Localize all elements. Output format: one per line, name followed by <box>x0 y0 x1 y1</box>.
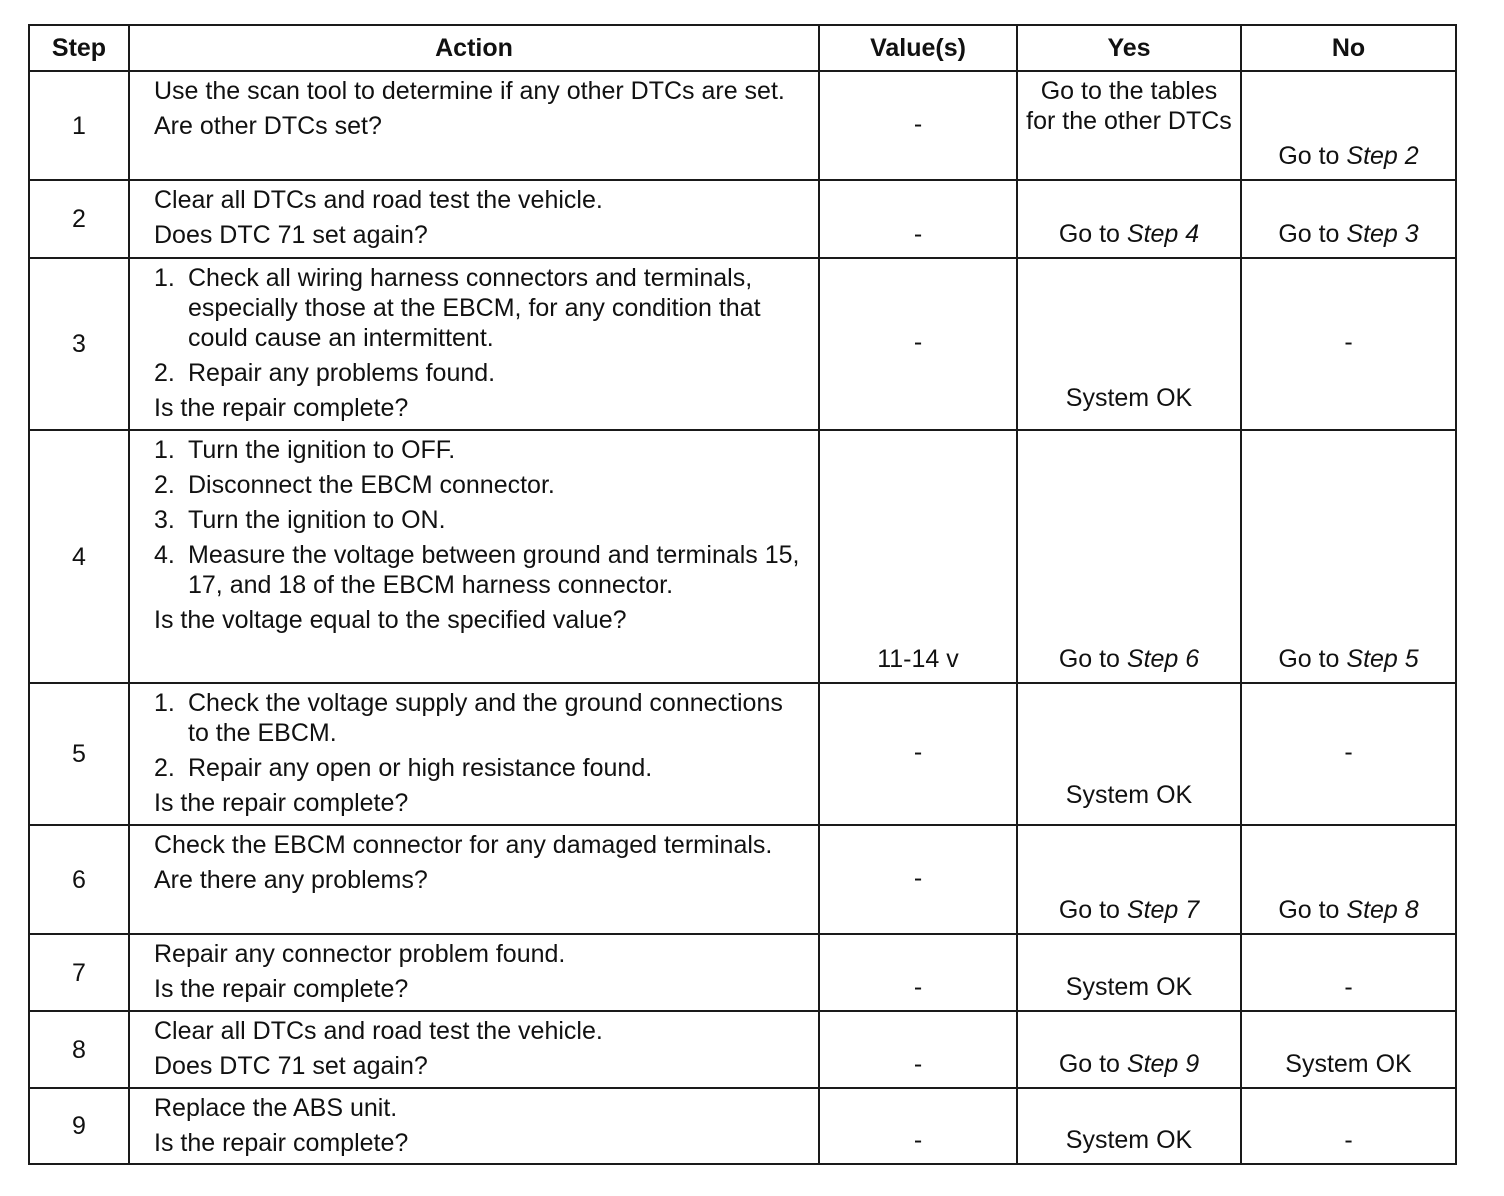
action-cell <box>129 934 819 1011</box>
yes-cell <box>1017 180 1241 258</box>
yes-step-link[interactable]: Step 9 <box>1126 1050 1200 1078</box>
no-cell <box>1241 825 1456 934</box>
step-number: 8 <box>29 1011 129 1088</box>
no-cell <box>1241 71 1456 180</box>
action-question: Does DTC 71 set again? <box>154 1052 428 1080</box>
action-cell <box>129 1088 819 1164</box>
yes-cell: System OK <box>1017 934 1241 1011</box>
action-item <box>154 688 810 748</box>
table-row <box>29 1088 1456 1164</box>
yes-cell <box>1017 1011 1241 1088</box>
no-prefix: Go to <box>1278 142 1347 170</box>
action-question: Is the repair complete? <box>154 1129 409 1157</box>
action-text: Clear all DTCs and road test the vehicle. <box>154 186 603 214</box>
item-number: 3. <box>154 506 175 534</box>
yes-cell: System OK <box>1017 258 1241 430</box>
action-text: Replace the ABS unit. <box>154 1094 398 1122</box>
value-cell: - <box>819 934 1017 1011</box>
action-question: Is the repair complete? <box>154 789 409 817</box>
action-text: Check the EBCM connector for any damaged terminals. <box>154 831 773 859</box>
value-cell: - <box>819 180 1017 258</box>
no-prefix: Go to <box>1278 896 1347 924</box>
header-values: Value(s) <box>819 25 1017 71</box>
yes-step-link[interactable]: Step 6 <box>1126 645 1200 673</box>
table-row <box>29 71 1456 180</box>
yes-step-link[interactable]: Step 4 <box>1126 220 1200 248</box>
action-cell <box>129 1011 819 1088</box>
no-cell: - <box>1241 258 1456 430</box>
action-question: Does DTC 71 set again? <box>154 221 428 249</box>
header-yes: Yes <box>1017 25 1241 71</box>
no-cell: - <box>1241 934 1456 1011</box>
item-text: Repair any problems found. <box>188 359 496 387</box>
table-row <box>29 1011 1456 1088</box>
action-cell <box>129 258 819 430</box>
item-number: 1. <box>154 689 175 717</box>
table-row <box>29 430 1456 683</box>
yes-prefix: Go to <box>1058 896 1127 924</box>
action-item <box>154 753 810 783</box>
value-cell: - <box>819 258 1017 430</box>
item-text: Disconnect the EBCM connector. <box>188 471 555 499</box>
step-number: 2 <box>29 180 129 258</box>
yes-prefix: Go to <box>1058 220 1127 248</box>
no-cell <box>1241 180 1456 258</box>
value-cell: - <box>819 1088 1017 1164</box>
header-row <box>29 25 1456 71</box>
action-text: Repair any connector problem found. <box>154 940 566 968</box>
item-text: Turn the ignition to OFF. <box>188 436 456 464</box>
step-number: 7 <box>29 934 129 1011</box>
action-cell <box>129 71 819 180</box>
table-row <box>29 180 1456 258</box>
action-question: Is the repair complete? <box>154 975 409 1003</box>
action-cell <box>129 683 819 825</box>
yes-cell: System OK <box>1017 1088 1241 1164</box>
value-cell: 11-14 v <box>819 430 1017 683</box>
no-step-link[interactable]: Step 2 <box>1346 142 1419 170</box>
yes-cell: System OK <box>1017 683 1241 825</box>
action-question: Are there any problems? <box>154 866 428 894</box>
item-number: 1. <box>154 436 175 464</box>
item-text: Measure the voltage between ground and terminals 15, 17, and 18 of the EBCM harness connector. <box>188 541 800 599</box>
step-number: 5 <box>29 683 129 825</box>
action-text: Clear all DTCs and road test the vehicle. <box>154 1017 603 1045</box>
header-action: Action <box>129 25 819 71</box>
table-row <box>29 934 1456 1011</box>
action-item <box>154 505 810 535</box>
no-cell: - <box>1241 1088 1456 1164</box>
value-cell: - <box>819 683 1017 825</box>
diagnostic-table <box>28 24 1457 1165</box>
yes-prefix: Go to <box>1058 1050 1127 1078</box>
action-question: Is the voltage equal to the specified value? <box>154 606 627 634</box>
item-text: Turn the ignition to ON. <box>188 506 446 534</box>
item-number: 2. <box>154 754 175 782</box>
action-cell <box>129 430 819 683</box>
item-text: Check all wiring harness connectors and terminals, especially those at the EBCM, for any condition that could cause an intermittent. <box>188 264 761 352</box>
step-number: 6 <box>29 825 129 934</box>
yes-cell <box>1017 430 1241 683</box>
no-prefix: Go to <box>1278 645 1347 673</box>
action-item <box>154 263 810 353</box>
item-text: Repair any open or high resistance found. <box>188 754 653 782</box>
no-step-link[interactable]: Step 5 <box>1346 645 1419 673</box>
header-no: No <box>1241 25 1456 71</box>
item-number: 1. <box>154 264 175 292</box>
item-number: 2. <box>154 471 175 499</box>
step-number: 1 <box>29 71 129 180</box>
action-item <box>154 358 810 388</box>
value-cell: - <box>819 1011 1017 1088</box>
yes-prefix: Go to <box>1058 645 1127 673</box>
no-prefix: Go to <box>1278 220 1347 248</box>
header-step: Step <box>29 25 129 71</box>
step-number: 3 <box>29 258 129 430</box>
action-cell <box>129 825 819 934</box>
item-number: 4. <box>154 541 175 569</box>
step-number: 9 <box>29 1088 129 1164</box>
no-step-link[interactable]: Step 8 <box>1346 896 1419 924</box>
action-item <box>154 540 810 600</box>
action-question: Is the repair complete? <box>154 394 409 422</box>
action-question: Are other DTCs set? <box>154 112 382 140</box>
yes-step-link[interactable]: Step 7 <box>1126 896 1200 924</box>
no-cell: - <box>1241 683 1456 825</box>
action-item <box>154 470 810 500</box>
no-cell <box>1241 430 1456 683</box>
action-cell <box>129 180 819 258</box>
item-number: 2. <box>154 359 175 387</box>
no-cell: System OK <box>1241 1011 1456 1088</box>
table-row <box>29 683 1456 825</box>
table-row <box>29 258 1456 430</box>
value-cell: - <box>819 825 1017 934</box>
value-cell: - <box>819 71 1017 180</box>
yes-cell: Go to the tables for the other DTCs <box>1017 71 1241 180</box>
item-text: Check the voltage supply and the ground connections to the EBCM. <box>188 689 783 747</box>
action-text: Use the scan tool to determine if any other DTCs are set. <box>154 77 785 105</box>
table-row <box>29 825 1456 934</box>
no-step-link[interactable]: Step 3 <box>1346 220 1419 248</box>
step-number: 4 <box>29 430 129 683</box>
action-item <box>154 435 810 465</box>
yes-cell <box>1017 825 1241 934</box>
